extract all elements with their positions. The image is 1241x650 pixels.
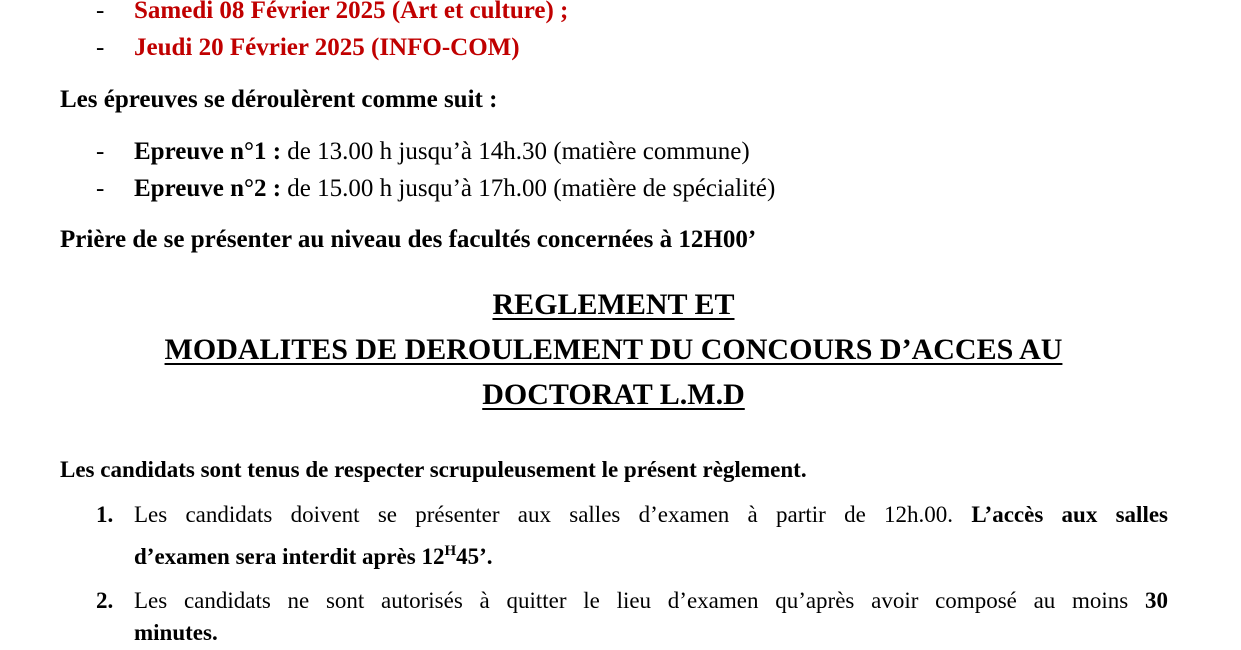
rule-number: 1. [96,502,114,527]
rule-2-text [134,586,1168,648]
rule-bold: L’accès aux salles [971,502,1168,527]
rule-bold: 30 [1145,588,1168,613]
superscript-h: H [444,543,457,559]
epreuves-intro: Les épreuves se déroulèrent comme suit : [60,86,498,113]
list-dash: - [96,175,105,202]
epreuve-schedule: de 13.00 h jusqu’à 14h.30 (matière commune) [281,138,750,165]
heading-text: REGLEMENT ET [492,288,735,321]
section-heading-line-2 [0,332,1227,368]
date-item-art-culture: Samedi 08 Février 2025 (Art et culture) ; [134,0,569,24]
list-dash: - [96,0,105,24]
rule-line [134,618,1168,648]
list-dash: - [96,138,105,165]
rule-text: Les candidats doivent se présenter aux salles d’examen à partir de 12h.00. [134,502,954,527]
rule-bold: d’examen sera interdit après $12^H45$’. [134,543,493,569]
rule-bold: minutes. [134,620,218,645]
heading-text: DOCTORAT L.M.D [482,378,745,411]
rule-line [134,542,1168,572]
epreuve-item-1 [134,137,750,167]
rule-line [134,586,1168,616]
rule-number: 2. [96,588,114,613]
rule-line [134,500,1168,530]
heading-text: MODALITES DE DEROULEMENT DU CONCOURS D’ACCES AU [164,333,1063,366]
rules-intro: Les candidats sont tenus de respecter scrupuleusement le présent règlement. [60,457,807,482]
section-heading-line-1 [0,287,1227,323]
epreuve-schedule: de 15.00 h jusqu’à 17h.00 (matière de spécialité) [281,175,776,202]
rule-1-text [134,500,1168,572]
presentation-note: Prière de se présenter au niveau des facultés concernées à 12H00’ [60,226,757,253]
date-item-info-com: Jeudi 20 Février 2025 (INFO-COM) [134,34,520,61]
epreuve-label: Epreuve n°1 : [134,138,282,165]
epreuve-label: Epreuve n°2 : [134,175,282,202]
epreuve-item-2 [134,174,775,204]
section-heading-line-3 [0,377,1227,413]
list-dash: - [96,34,105,61]
rule-text: Les candidats ne sont autorisés à quitter le lieu d’examen qu’après avoir composé au moins [134,588,1129,613]
